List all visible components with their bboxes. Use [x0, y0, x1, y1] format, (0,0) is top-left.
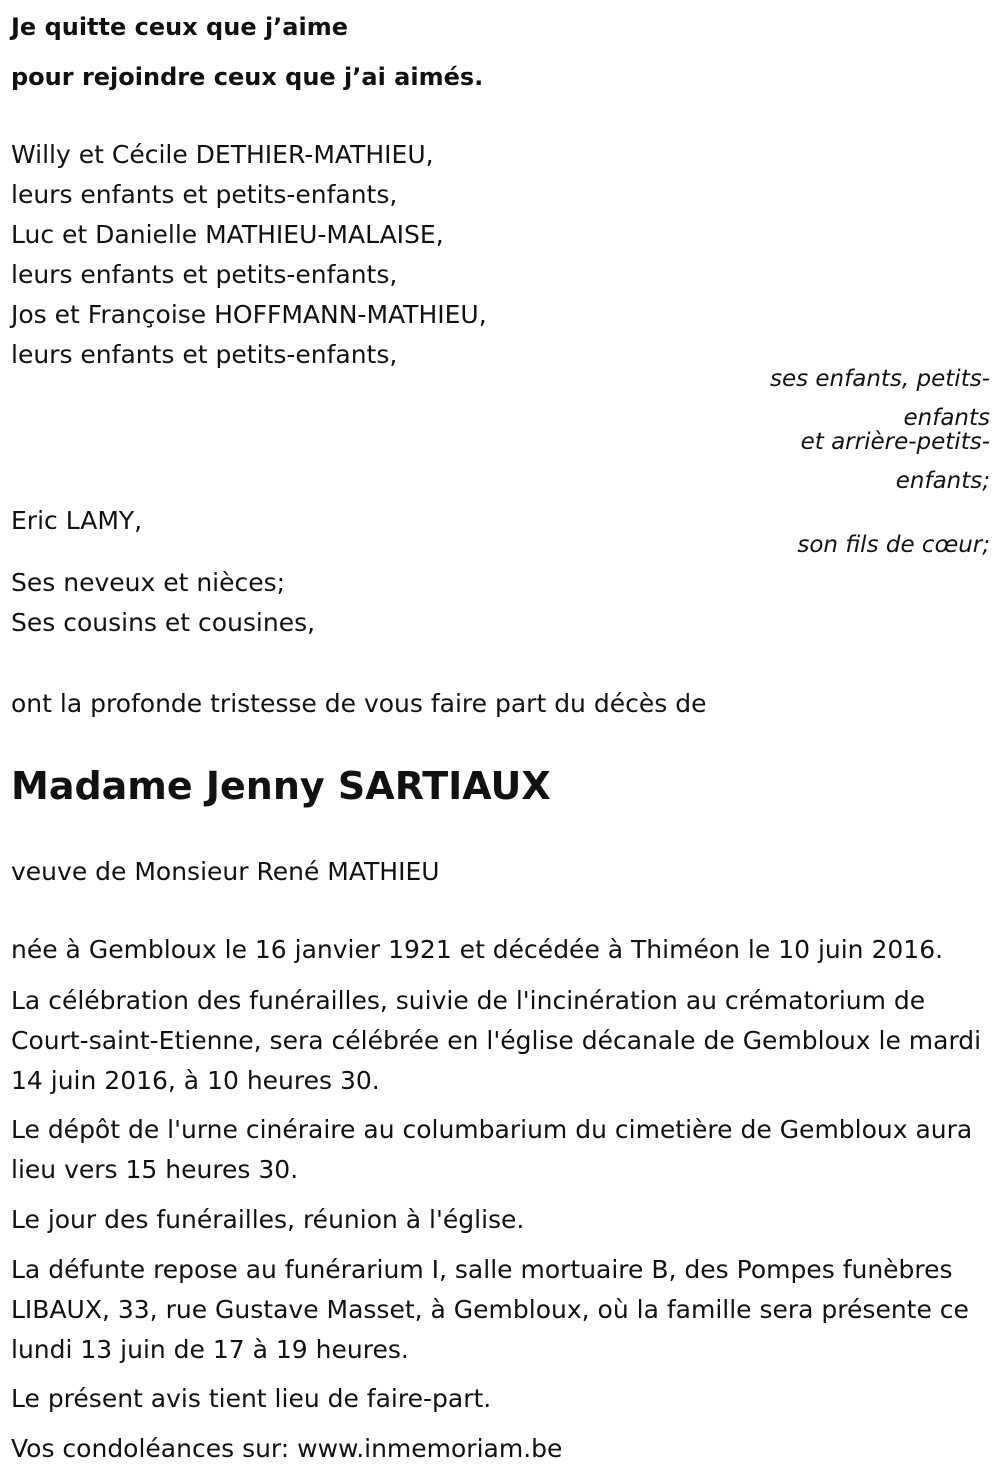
deceased-name: Madame Jenny SARTIAUX	[11, 764, 551, 808]
family-line-2: leurs enfants et petits-enfants,	[11, 180, 398, 209]
notice-paragraph: Le présent avis tient lieu de faire-part.	[11, 1384, 492, 1413]
meeting-paragraph: Le jour des funérailles, réunion à l'église.	[11, 1205, 525, 1234]
funerarium-paragraph: La défunte repose au funérarium I, salle mortuaire B, des Pompes funèbres LIBAUX, 33, rue Gustave Masset, à Gembloux, où la famille sera présente ce lundi 13 juin de 17 à 19 heures.	[11, 1255, 969, 1364]
announcement: ont la profonde tristesse de vous faire part du décès de	[11, 689, 707, 718]
eric-role: son fils de cœur;	[797, 532, 990, 558]
family-role-line-1: ses enfants, petits-	[769, 366, 990, 392]
epigraph-line-1: Je quitte ceux que j’aime	[11, 13, 349, 41]
family-role-line-3: et arrière-petits-	[800, 429, 990, 455]
funeral-paragraph: La célébration des funérailles, suivie de l'incinération au crématorium de Court-saint-Etienne, sera célébrée en l'église décanale de Gembloux le mardi 14 juin 2016, à 10 heures 30.	[11, 986, 982, 1095]
family-line-6: leurs enfants et petits-enfants,	[11, 340, 398, 369]
condolences-paragraph: Vos condoléances sur: www.inmemoriam.be	[11, 1434, 563, 1463]
family-role-line-2: enfants	[903, 405, 990, 431]
family-line-3: Luc et Danielle MATHIEU-MALAISE,	[11, 220, 444, 249]
relatives-line-2: Ses cousins et cousines,	[11, 608, 316, 637]
family-role-line-4: enfants;	[895, 468, 990, 494]
family-line-1: Willy et Cécile DETHIER-MATHIEU,	[11, 140, 434, 169]
family-line-4: leurs enfants et petits-enfants,	[11, 260, 398, 289]
relatives-line-1: Ses neveux et nièces;	[11, 568, 286, 597]
family-line-5: Jos et Françoise HOFFMANN-MATHIEU,	[11, 300, 487, 329]
urn-paragraph: Le dépôt de l'urne cinéraire au columbarium du cimetière de Gembloux aura lieu vers 15 heures 30.	[11, 1115, 973, 1184]
widow-of: veuve de Monsieur René MATHIEU	[11, 857, 440, 886]
epigraph-line-2: pour rejoindre ceux que j’ai aimés.	[11, 63, 484, 91]
birth-death-paragraph: née à Gembloux le 16 janvier 1921 et décédée à Thiméon le 10 juin 2016.	[11, 935, 944, 964]
eric-name: Eric LAMY,	[11, 506, 143, 535]
